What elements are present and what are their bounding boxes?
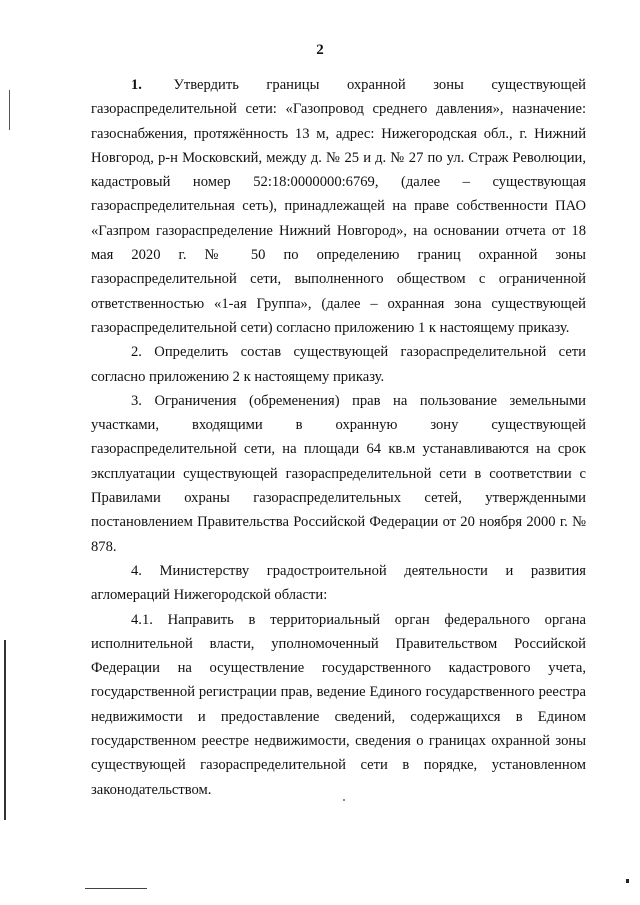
scan-artifact — [343, 799, 345, 801]
scan-artifact — [85, 888, 147, 889]
scan-artifact — [4, 640, 6, 820]
paragraph-text: 4. Министерству градостроительной деятельности и развития агломераций Нижегородской области: — [91, 562, 586, 604]
paragraph-1 — [91, 73, 586, 340]
paragraph-3 — [91, 389, 586, 559]
paragraph-number: 1. — [131, 77, 142, 93]
paragraph-text: Утвердить границы охранной зоны существующей газораспределительной сети: «Газопровод среднего давления», назначение: газоснабжения, протяжённость 13 м, адрес: Нижегородская обл., г. Нижний Новгород, р-н Московский, между д. № 25 и д. № 27 по ул. Страж Революции, кадастровый номер 52:18:0000000:6769, (далее – существующая газораспределительная сеть), принадлежащей на праве собственности ПАО «Газпром газораспределение Нижний Новгород», на основании отчета от 18 мая 2020 г. № 50 по определению границ охранной зоны газораспределительной сети, выполненного обществом с ограниченной ответственностью «1-ая Группа», (далее – охранная зона существующей газораспределительной сети) согласно приложению 1 к настоящему приказу. — [91, 77, 586, 336]
paragraph-text: 4.1. Направить в территориальный орган федерального органа исполнительной власти, уполномоченный Правительством Российской Федерации на осуществление государственного кадастрового учета, государственной регистрации прав, ведение Единого государственного реестра недвижимости и предоставление сведений, содержащихся в Едином государственном реестре недвижимости, сведения о границах охранной зоны существующей газораспределительной сети в порядке, установленном законодательством. — [91, 611, 586, 798]
document-body — [91, 73, 586, 802]
page-number: 2 — [316, 42, 324, 58]
paragraph-4-1 — [91, 608, 586, 802]
paragraph-4 — [91, 559, 586, 608]
paragraph-2 — [91, 340, 586, 389]
scan-artifact — [9, 90, 10, 130]
paragraph-text: 3. Ограничения (обременения) прав на пользование земельными участками, входящими в охранную зону существующей газораспределительной сети, на площади 64 кв.м устанавливаются на срок эксплуатации существующей газораспределительной сети в соответствии с Правилами охраны газораспределительных сетей, утвержденными постановлением Правительства Российской Федерации от 20 ноября 2000 г. № 878. — [91, 392, 586, 555]
scan-artifact — [626, 879, 629, 883]
paragraph-text: 2. Определить состав существующей газораспределительной сети согласно приложению 2 к настоящему приказу. — [91, 344, 586, 385]
